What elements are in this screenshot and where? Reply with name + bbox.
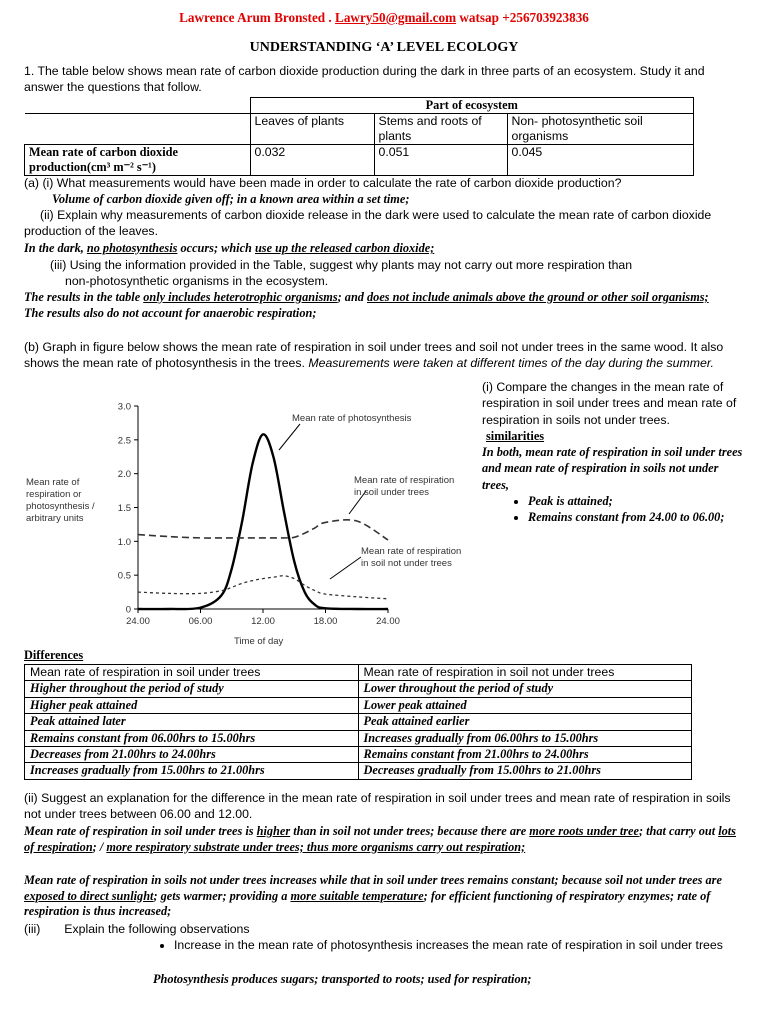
author-header (0, 10, 768, 26)
table1-value-stems-roots: 0.051 (374, 145, 507, 176)
table-row: Remains constant from 06.00hrs to 15.00hrs (25, 730, 359, 746)
similarities-heading: similarities (486, 428, 545, 443)
x-tick-label: 24.00 (126, 616, 150, 627)
table-row: Increases gradually from 15.00hrs to 21.00hrs (25, 763, 359, 779)
question-b-iii: (iii) Explain the following observations (24, 922, 250, 936)
answer-a-ii: In the dark, no photosynthesis occurs; which use up the released carbon dioxide; (24, 241, 435, 255)
label-soil-not-under-trees: Mean rate of respiration in soil not under trees (361, 546, 462, 569)
question-b-iii-list (24, 938, 754, 954)
y-tick-label: 3.0 (117, 401, 131, 413)
table1-row-label: Mean rate of carbon dioxide production(cm³ m⁻² s⁻¹) (25, 145, 251, 176)
table1-col-soil-organisms: Non- photosynthetic soil organisms (507, 114, 694, 145)
table-row: Lower peak attained (358, 697, 692, 713)
similarities-text: In both, mean rate of respiration in soil under trees and mean rate of respiration in soils not under trees, (482, 445, 743, 492)
table2-header-under-trees: Mean rate of respiration in soil under trees (25, 665, 359, 681)
question-1-intro: 1. The table below shows mean rate of carbon dioxide production during the dark in three parts of an ecosystem. Study it and answer the questions that follow. (24, 64, 705, 94)
table-row: Remains constant from 21.00hrs to 24.00hrs (358, 747, 692, 763)
list-item: • Remains constant from 24.00 to 06.00; (528, 509, 744, 525)
answer-b-iii: Photosynthesis produces sugars; transported to roots; used for respiration; (153, 972, 532, 986)
y-tick-label: 1.5 (117, 503, 131, 514)
question-a-i: (a) (i) What measurements would have been made in order to calculate the rate of carbon dioxide production? (24, 176, 622, 190)
author-name: Lawrence Arum Bronsted . (179, 10, 332, 25)
chart-svg (24, 394, 484, 654)
x-tick-label: 18.00 (313, 616, 338, 627)
label-photosynthesis: Mean rate of photosynthesis (292, 413, 412, 424)
answer-b-ii-2: Mean rate of respiration in soils not under trees increases while that in soil under trees remains constant; because soil not under trees are exposed to direct sunlight; gets warmer; providing a more suitable temperature; for efficient functioning of respiratory enzymes; rate of respiration is thus increased; (24, 873, 722, 919)
question-b-ii: (ii) Suggest an explanation for the difference in the mean rate of respiration in soil under trees and mean rate of respiration in soils not under trees between 06.00 and 12.00. (24, 791, 731, 821)
differences-table (24, 664, 692, 780)
list-item: • Increase in the mean rate of photosynthesis increases the mean rate of respiration in soil under trees (174, 938, 754, 954)
question-a-iii: (iii) Using the information provided in the Table, suggest why plants may not carry out more respiration than non-photosynthetic organisms in the ecosystem. (50, 258, 633, 288)
table-row: Lower throughout the period of study (358, 681, 692, 697)
co2-table (24, 97, 694, 176)
question-b-intro: (b) Graph in figure below shows the mean rate of respiration in soil under trees and soil not under trees in the same wood. It also shows the mean rate of photosynthesis in the trees. Measurements were taken at different times of the day during the summer. (24, 340, 724, 370)
y-tick-label: 2.5 (117, 435, 131, 447)
series-photosynthesis-line (138, 434, 388, 609)
label-pointer-photosynthesis (279, 424, 300, 450)
table1-value-leaves: 0.032 (250, 145, 374, 176)
table-row: Decreases gradually from 15.00hrs to 21.00hrs (358, 763, 692, 779)
answer-a-iii: The results in the table only includes heterotrophic organisms; and does not include animals above the ground or other soil organisms; The results also do not account for anaerobic respiration; (24, 290, 709, 320)
right-column-answers (482, 379, 744, 526)
answer-a-i: Volume of carbon dioxide given off; in a known area within a set time; (52, 192, 410, 206)
series-soil-not-under-trees-line (138, 576, 388, 599)
table1-col-stems-roots: Stems and roots of plants (374, 114, 507, 145)
table1-col-leaves: Leaves of plants (250, 114, 374, 145)
table-row: Higher throughout the period of study (25, 681, 359, 697)
question-b-i: (i) Compare the changes in the mean rate of respiration in soil under trees and mean rate of respiration in soils not under trees. (482, 380, 737, 427)
similarities-list (482, 493, 744, 526)
phone-number: watsap +256703923836 (459, 10, 589, 25)
y-tick-label: 1.0 (117, 536, 131, 548)
x-tick-label: 06.00 (188, 616, 213, 627)
page-title: UNDERSTANDING ‘A’ LEVEL ECOLOGY (249, 40, 519, 55)
y-tick-label: 2.0 (117, 469, 131, 481)
differences-heading: Differences (24, 648, 84, 662)
table-row: Peak attained earlier (358, 714, 692, 730)
table-row: Higher peak attained (25, 697, 359, 713)
label-soil-under-trees: Mean rate of respiration in soil under trees (354, 475, 455, 498)
series-soil-under-trees-line (138, 520, 388, 540)
email-link[interactable]: Lawry50@gmail.com (335, 10, 457, 25)
x-tick-label: 12.00 (251, 616, 275, 627)
table-row: Increases gradually from 06.00hrs to 15.00hrs (358, 730, 692, 746)
y-tick-label: 0.5 (117, 570, 131, 582)
table2-header-not-under-trees: Mean rate of respiration in soil not under trees (358, 665, 692, 681)
y-tick-label: 0 (125, 604, 131, 616)
list-item: • Peak is attained; (528, 493, 744, 509)
table1-value-soil-organisms: 0.045 (507, 145, 694, 176)
respiration-photosynthesis-chart (24, 394, 484, 654)
table1-group-header: Part of ecosystem (250, 98, 694, 114)
answer-b-ii-1: Mean rate of respiration in soil under trees is higher than in soil not under trees; because there are more roots under tree; that carry out lots of respiration; / more respiratory substrate under trees; thus more organisms carry out respiration; (24, 824, 736, 854)
x-axis-label: Time of day (234, 636, 284, 647)
table-row: Peak attained later (25, 714, 359, 730)
question-a-ii: (ii) Explain why measurements of carbon dioxide release in the dark were used to calculate the mean rate of carbon dioxide production of the leaves. (24, 208, 712, 238)
table-row: Decreases from 21.00hrs to 24.00hrs (25, 747, 359, 763)
y-axis-label: Mean rate of respiration or photosynthesis / arbitrary units (26, 477, 95, 524)
x-tick-label: 24.00 (376, 616, 400, 627)
label-pointer-not-under-trees (330, 557, 361, 579)
